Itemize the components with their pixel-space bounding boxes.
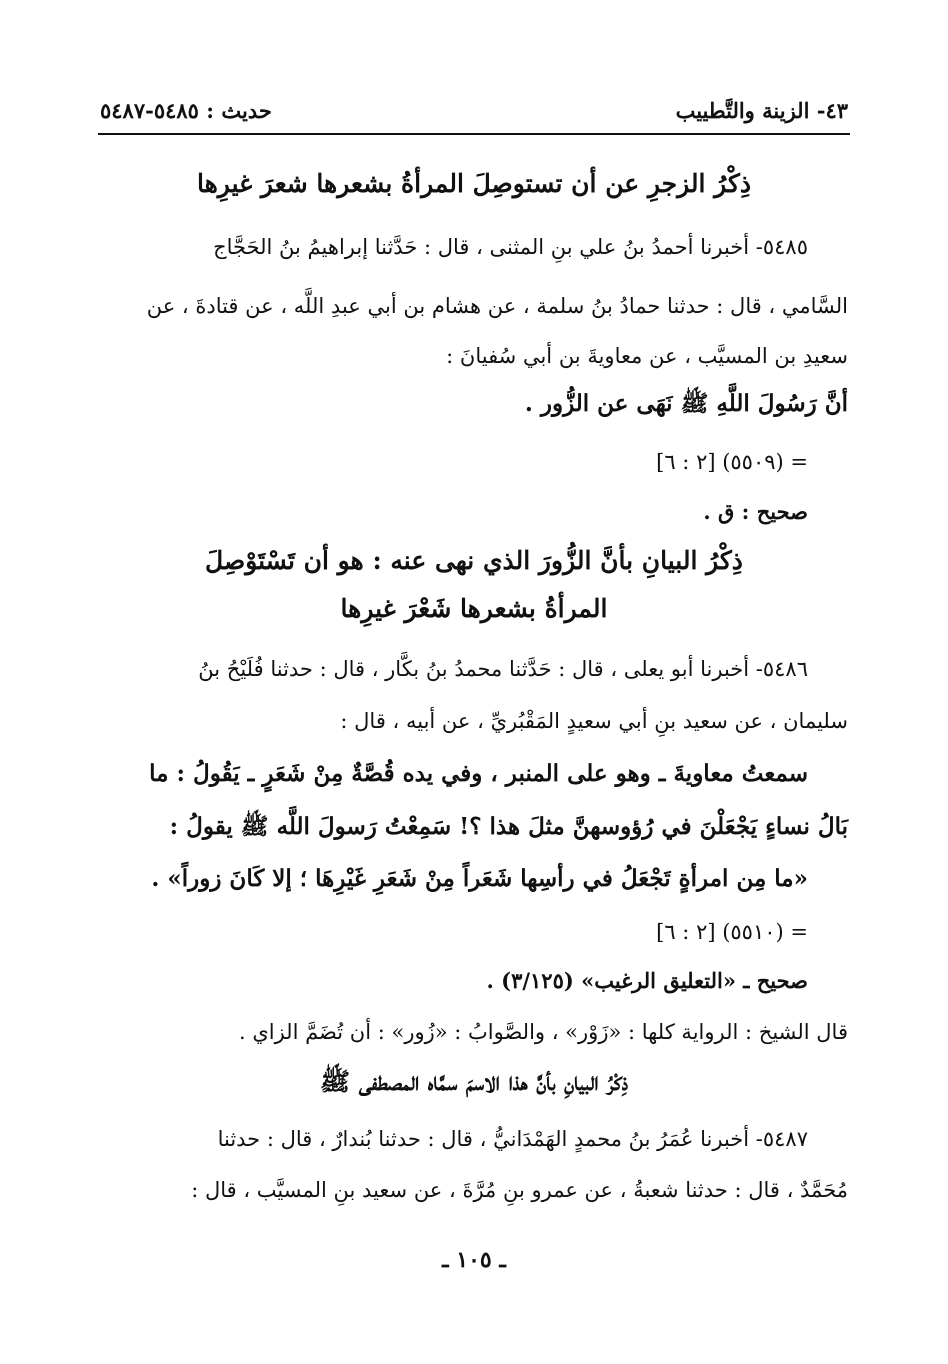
text-line: سليمان ، عن سعيد بنِ أبي سعيدٍ المَقْبُريِّ ، عن أبيه ، قال : — [340, 709, 848, 733]
chapter-title: ٤٣- الزينة والتَّطييب — [675, 98, 848, 123]
text-line: ٥٤٨٦- أخبرنا أبو يعلى ، قال : حَدَّثنا محمدُ بنُ بكَّار ، قال : حدثنا فُلَيْحُ بنُ — [198, 657, 808, 681]
text-line: قال الشيخ : الرواية كلها : «زَوْر» ، والصَّوابُ : «زُور» : أن تُضَمَّ الزاي . — [238, 1020, 848, 1044]
hadith-text-line: بَالُ نساءٍ يَجْعَلْنَ في رُؤوسهنَّ مثلَ هذا ؟! سَمِعْتُ رَسولَ اللَّه ﷺ يقولُ : — [169, 813, 848, 840]
page-number: ـ ١٠٥ ـ — [442, 1247, 506, 1273]
section-heading: ذِكْرُ البيانِ بأنَّ هذا الاسمَ سمَّاه المصطفى ﷺ — [319, 1067, 629, 1096]
text-line: سعيدِ بن المسيَّب ، عن معاويةَ بن أبي سُفيانَ : — [446, 344, 848, 368]
text-line: السَّامي ، قال : حدثنا حمادُ بنُ سلمة ، عن هشام بن أبي عبدِ اللَّه ، عن قتادةَ ، عن — [146, 294, 848, 318]
text-line: ٥٤٨٥- أخبرنا أحمدُ بنُ علي بنِ المثنى ، قال : حَدَّثنا إبراهيمُ بنُ الحَجَّاج — [213, 235, 808, 259]
hadith-text-line: «ما مِن امرأةٍ تَجْعَلُ في رأسِها شَعَراً مِنْ شَعَرِ غَيْرِهَا ؛ إلا كَانَ زوراً» . — [151, 865, 808, 892]
section-heading: ذِكْرُ البيانِ بأنَّ الزُّورَ الذي نهى عنه : هو أن تَسْتَوْصِلَ — [205, 546, 743, 575]
text-line: = (٥٥١٠) [٢ : ٦] — [656, 920, 808, 944]
text-line: مُحَمَّدٌ ، قال : حدثنا شعبةُ ، عن عمرو بنِ مُرَّةَ ، عن سعيد بنِ المسيَّب ، قال : — [191, 1178, 848, 1202]
header-rule — [98, 133, 850, 135]
grading-line: صحيح ـ «التعليق الرغيب» (٣/١٢٥) . — [486, 968, 808, 993]
text-line: = (٥٥٠٩) [٢ : ٦] — [656, 450, 808, 474]
section-heading: ذِكْرُ الزجرِ عن أن تستوصِلَ المرأةُ بشعرها شعرَ غيرِها — [197, 169, 751, 198]
hadith-text-line: أنَّ رَسُولَ اللَّهِ ﷺ نَهَى عن الزُّور . — [524, 390, 848, 417]
grading-line: صحيح : ق . — [703, 499, 808, 524]
text-line: ٥٤٨٧- أخبرنا عُمَرُ بنُ محمدٍ الهَمْدَانيُّ ، قال : حدثنا بُندارٌ ، قال : حدثنا — [217, 1127, 808, 1151]
section-heading: المرأةُ بشعرها شَعْرَ غيرِها — [340, 594, 608, 623]
hadith-range: حديث : ٥٤٨٥-٥٤٨٧ — [100, 98, 272, 123]
hadith-text-line: سمعتُ معاويةَ ـ وهو على المنبر ، وفي يده قُصَّةٌ مِنْ شَعَرٍ ـ يَقُولُ : ما — [149, 760, 808, 787]
